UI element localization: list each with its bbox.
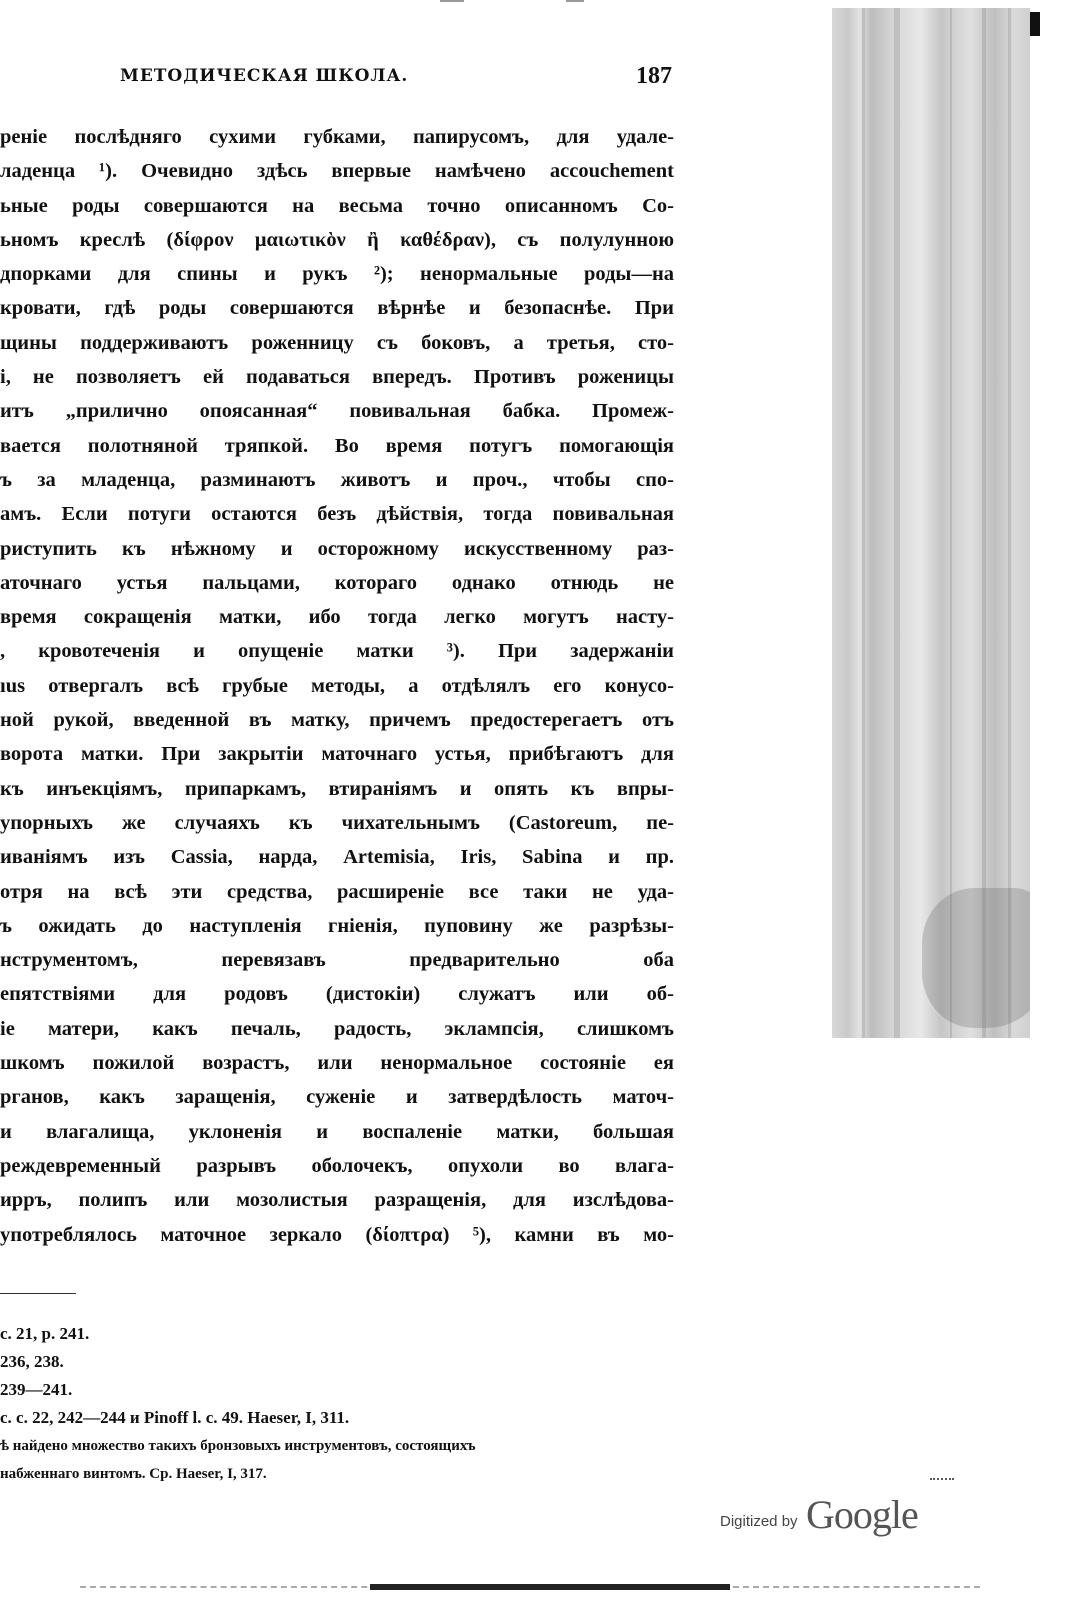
text-line: иваніямъ изъ Cassia, нарда, Artemisia, Iris, Sabina и пр.: [0, 846, 674, 869]
page-number: 187: [636, 63, 672, 89]
running-title: МЕТОДИЧЕСКАЯ ШКОЛА.: [120, 66, 409, 86]
scan-artifact-top: [566, 0, 584, 2]
footnote-separator: [0, 1293, 76, 1294]
text-line: вается полотняной тряпкой. Во время потугъ помогающія: [0, 434, 674, 457]
text-line: время сокращенія матки, ибо тогда легко могутъ насту-: [0, 606, 674, 629]
footnote: набженнаго винтомъ. Ср. Haeser, I, 317.: [0, 1466, 267, 1482]
digitized-by-google-watermark: [720, 1492, 940, 1538]
text-line: ворота матки. При закрытіи маточнаго устья, прибѣгаютъ для: [0, 743, 674, 766]
scan-streak: [894, 8, 900, 1038]
text-line: итъ „прилично опоясанная“ повивальная бабка. Промеж-: [0, 400, 674, 423]
scanned-edge-image: [832, 8, 1030, 1038]
text-line: шкомъ пожилой возрастъ, или ненормальное состояніе ея: [0, 1052, 674, 1075]
scan-streak: [950, 8, 952, 1038]
google-logo: Google: [806, 1492, 918, 1537]
footnote: ѣ найдено множество такихъ бронзовыхъ инструментовъ, состоящихъ: [0, 1438, 476, 1454]
text-line: реждевременный разрывъ оболочекъ, опухоли во влага-: [0, 1154, 674, 1177]
scan-artifact-top: [440, 0, 464, 2]
text-line: амъ. Если потуги остаются безъ дѣйствія, тогда повивальная: [0, 503, 674, 526]
scan-artifact: [930, 1478, 954, 1490]
scan-streak: [982, 8, 986, 1038]
text-line: рганов, какъ заращенія, суженіе и затвердѣлость маточ-: [0, 1086, 674, 1109]
running-head: [120, 63, 672, 96]
text-line: къ инъекціямъ, припаркамъ, втираніямъ и опять къ впры-: [0, 777, 674, 800]
text-line: епятствіями для родовъ (дистокіи) служатъ или об-: [0, 983, 674, 1006]
digitized-label: Digitized by: [720, 1513, 798, 1530]
text-line: ьные роды совершаются на весьма точно описанномъ Со-: [0, 194, 674, 217]
text-line: употреблялось маточное зеркало (δίοπτρα) ⁵), камни въ мо-: [0, 1223, 674, 1246]
footnote: 236, 238.: [0, 1352, 64, 1371]
text-line: ъ ожидать до наступленія гніенія, пуповину же разрѣзы-: [0, 914, 674, 937]
scan-stain: [922, 888, 1030, 1028]
text-line: кровати, гдѣ роды совершаются вѣрнѣе и безопаснѣе. При: [0, 297, 674, 320]
body-text: [0, 120, 680, 1252]
text-line: упорныхъ же случаяхъ къ чихательнымъ (Castoreum, пе-: [0, 811, 674, 834]
text-line: і, не позволяетъ ей подаваться впередъ. Противъ роженицы: [0, 366, 674, 389]
text-line: риступить къ нѣжному и осторожному искусственному раз-: [0, 537, 674, 560]
scan-edge-mark: [1030, 12, 1040, 36]
scan-artifact-bottom-bar: [370, 1584, 730, 1590]
text-line: щины поддерживаютъ роженницу съ боковъ, а третья, сто-: [0, 331, 674, 354]
text-line: ъ за младенца, разминаютъ животъ и проч., чтобы спо-: [0, 468, 674, 491]
footnote: c. 21, p. 241.: [0, 1324, 90, 1343]
text-line: , кровотеченія и опущеніе матки ³). При задержаніи: [0, 640, 674, 663]
text-line: ьномъ креслѣ (δίφρον μαιωτικὸν ἢ καθέδραν), съ полулунною: [0, 228, 674, 251]
scan-streak: [862, 8, 865, 1038]
footnote: 239—241.: [0, 1380, 73, 1399]
text-line: іе матери, какъ печаль, радость, эклампсія, слишкомъ: [0, 1017, 674, 1040]
text-line: нструментомъ, перевязавъ предварительно оба: [0, 949, 674, 972]
text-line: ладенца ¹). Очевидно здѣсь впервые намѣчено accouchement: [0, 160, 674, 183]
text-line: ıus отвергалъ всѣ грубые методы, а отдѣлялъ его конусо-: [0, 674, 674, 697]
footnote: c. c. 22, 242—244 и Pinoff l. c. 49. Haeser, I, 311.: [0, 1408, 350, 1427]
scan-streak: [1008, 8, 1011, 1038]
text-line: и влагалища, уклоненія и воспаленіе матки, большая: [0, 1120, 674, 1143]
text-line: аточнаго устья пальцами, котораго однако отнюдь не: [0, 571, 674, 594]
text-line: ной рукой, введенной въ матку, причемъ предостерегаетъ отъ: [0, 709, 674, 732]
footnotes: [0, 1320, 690, 1488]
text-line: дпорками для спины и рукъ ²); ненормальные роды—на: [0, 263, 674, 286]
text-line: ирръ, полипъ или мозолистыя разращенія, для изслѣдова-: [0, 1189, 674, 1212]
text-line: реніе послѣдняго сухими губками, папирусомъ, для удале-: [0, 126, 674, 148]
text-line: отря на всѣ эти средства, расширеніе все таки не уда-: [0, 880, 674, 903]
